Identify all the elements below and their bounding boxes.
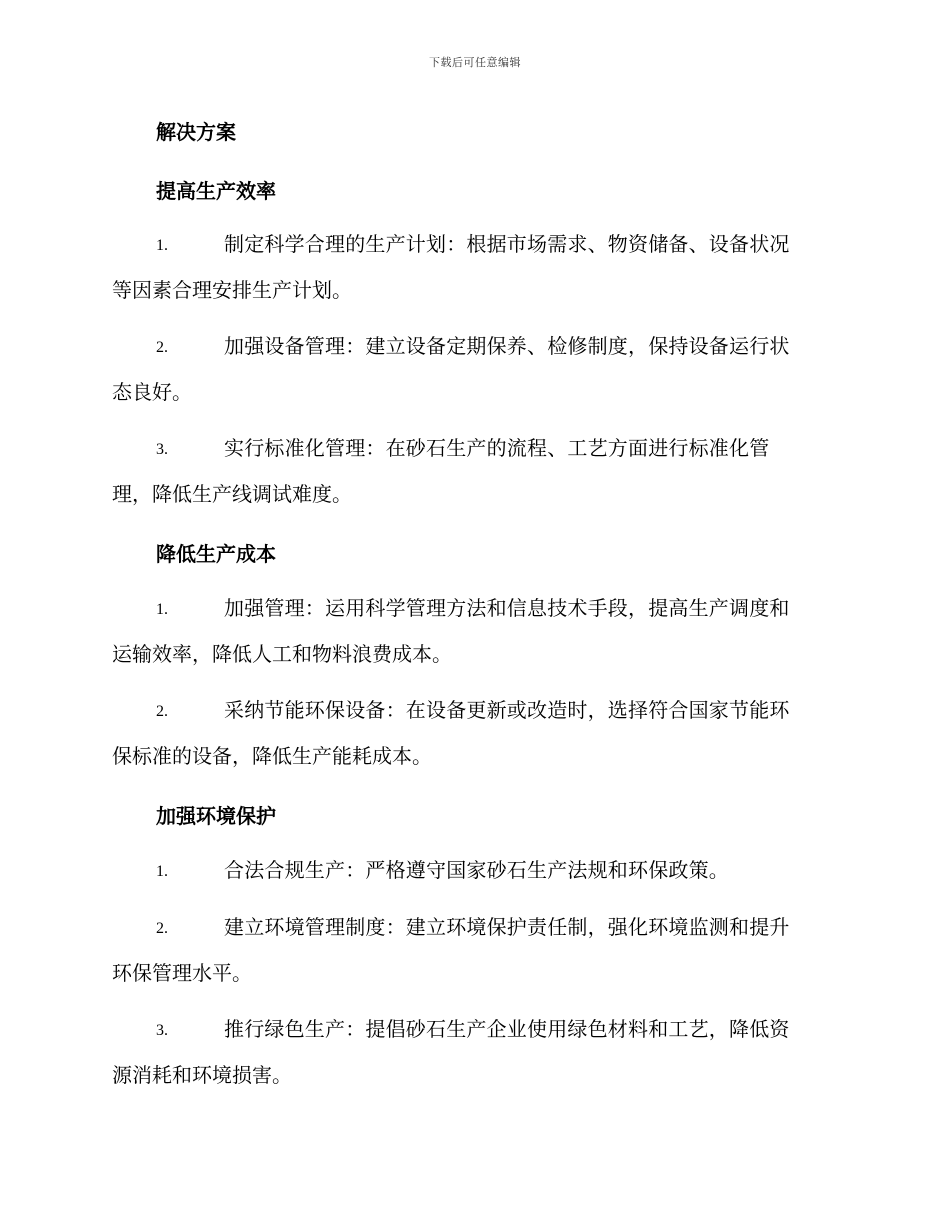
list-item	[112, 596, 834, 666]
list-item-number: 3.	[156, 441, 168, 458]
list-item	[112, 915, 834, 985]
list-item	[112, 436, 834, 506]
section-heading: 提高生产效率	[156, 179, 276, 203]
list-item-text-continued: 运输效率，降低人工和物料浪费成本。	[112, 642, 452, 666]
section-heading: 降低生产成本	[156, 542, 276, 566]
section-heading: 加强环境保护	[156, 804, 276, 828]
list-item	[112, 334, 834, 404]
list-item-text: 加强设备管理：建立设备定期保养、检修制度，保持设备运行状	[224, 334, 790, 358]
list-item-text-continued: 源消耗和环境损害。	[112, 1063, 292, 1087]
page-header-note: 下载后可任意编辑	[429, 56, 521, 69]
list-item-text-continued: 等因素合理安排生产计划。	[112, 278, 352, 302]
list-item-text-continued: 理，降低生产线调试难度。	[112, 482, 352, 506]
list-item-text: 推行绿色生产：提倡砂石生产企业使用绿色材料和工艺，降低资	[224, 1017, 790, 1041]
list-item	[112, 1017, 834, 1087]
list-item	[112, 698, 834, 768]
list-item-text-continued: 保标准的设备，降低生产能耗成本。	[112, 744, 432, 768]
list-item-text: 建立环境管理制度：建立环境保护责任制，强化环境监测和提升	[224, 915, 790, 939]
list-item-number: 1.	[156, 601, 168, 618]
list-item-number: 2.	[156, 920, 168, 937]
list-item-text: 合法合规生产：严格遵守国家砂石生产法规和环保政策。	[224, 858, 729, 882]
list-item-text-continued: 环保管理水平。	[112, 961, 252, 985]
list-item	[112, 232, 834, 302]
list-item-number: 2.	[156, 339, 168, 356]
list-item-text: 实行标准化管理：在砂石生产的流程、工艺方面进行标准化管	[224, 436, 770, 460]
list-item-text: 加强管理：运用科学管理方法和信息技术手段，提高生产调度和	[224, 596, 790, 620]
list-item-number: 1.	[156, 237, 168, 254]
list-item-number: 2.	[156, 703, 168, 720]
list-item-text: 采纳节能环保设备：在设备更新或改造时，选择符合国家节能环	[224, 698, 790, 722]
list-item-number: 3.	[156, 1022, 168, 1039]
list-item	[112, 858, 834, 904]
list-item-number: 1.	[156, 863, 168, 880]
list-item-text: 制定科学合理的生产计划：根据市场需求、物资储备、设备状况	[224, 232, 790, 256]
document-title: 解决方案	[156, 120, 236, 144]
list-item-text-continued: 态良好。	[112, 380, 192, 404]
